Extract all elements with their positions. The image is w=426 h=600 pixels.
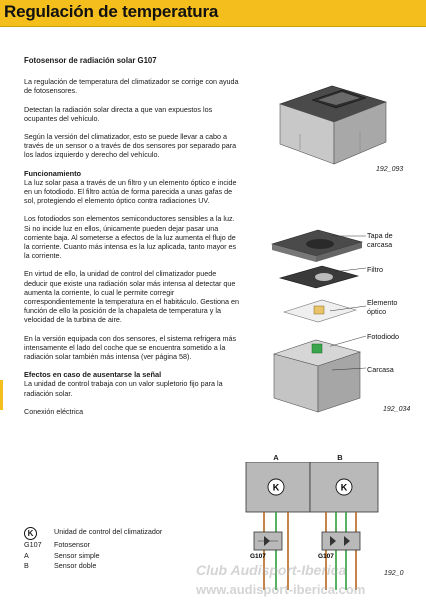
sensor-assembled-figure [270,82,400,167]
control-unit-icon: K [24,527,37,540]
diagram-label-b: B [337,453,343,462]
figure-code: 192_034 [383,406,411,413]
legend-row [24,527,244,540]
callout-leaders [330,230,370,390]
page-header [0,0,426,26]
failure-paragraph: La unidad de control trabaja con un valor supletorio fijo para la radiación solar. [24,379,223,398]
function-paragraph-4: En la versión equipada con dos sensores, el sistema refrigera más intensamente el lado del coche que se encuentra sometido a la radiación solar también más intensa (ver página 58). [24,333,237,362]
svg-text:G107: G107 [318,553,334,560]
header-rule [0,26,426,27]
legend-row [24,540,244,551]
legend-key: B [24,561,29,570]
watermark-line-2: www.audisport-iberica.com [196,582,366,597]
function-title: Funcionamiento [24,168,82,178]
watermark-line-1: Club Audisport-Iberica [196,562,347,578]
connection-title: Conexión eléctrica [24,406,84,416]
function-paragraph-2: Los fotodiodos son elementos semiconductores sensibles a la luz. Si no incide luz en ellos, únicamente pueden dejar pasar una corriente baja. Al someterse a efectos de la luz aumenta el flujo de la corriente. Cuanto más intensa es la luz aplicada, tanto mayor es la corriente. [24,214,237,261]
function-paragraph-3: En virtud de ello, la unidad de control del climatizador puede deducir que existe una radiación solar más intensa al detectar que aumenta la corriente, lo cual le permite corregir correspondientemente la temperatura en el habitáculo. Gestiona en función de ello la posición de la chapaleta de temperatura y la velocidad de la turbina de aire. [24,269,239,325]
sensor-title: Fotosensor de radiación solar G107 [24,56,157,65]
callout-photodiode: Fotodiodo [367,332,399,341]
svg-text:K: K [340,482,348,493]
intro-paragraph-1: La regulación de temperatura del climatizador se corrige con ayuda de fotosensores. [24,77,239,96]
callout-cover: Tapa de carcasa [367,231,393,249]
legend-text: Fotosensor [54,540,90,549]
legend-row [24,551,244,562]
page-title: Regulación de temperatura [4,2,219,21]
intro-paragraph-2: Detectan la radiación solar directa a que van expuestos los ocupantes del vehículo. [24,104,213,123]
legend-text: Sensor simple [54,550,100,560]
figure-code: 192_0 [384,570,404,577]
legend-key: A [24,550,29,560]
diagram-label-a: A [273,453,279,462]
svg-text:K: K [272,482,280,493]
function-paragraph-1: La luz solar pasa a través de un filtro y un elemento óptico e incide en un fotodiodo. El filtro actúa de forma parecida a unas gafas de sol, protegiendo el elemento óptico contra radiaciones UV. [24,177,237,206]
callout-housing: Carcasa [367,365,394,374]
figure-code: 192_093 [376,166,404,173]
failure-title: Efectos en caso de ausentarse la señal [24,370,162,380]
callout-filter: Filtro [367,265,383,274]
body-text [24,56,239,416]
side-mark [0,380,3,410]
legend-text: Sensor doble [54,561,97,570]
svg-text:G107: G107 [250,553,266,560]
legend-key: G107 [24,540,42,549]
callout-optic: Elemento óptico [367,298,398,316]
legend-text: Unidad de control del climatizador [54,527,163,536]
intro-paragraph-3: Según la versión del climatizador, esto se puede llevar a cabo a través de un sensor o a través de dos sensores por separado para los lados izquierdo y derecho del vehículo. [24,132,237,160]
